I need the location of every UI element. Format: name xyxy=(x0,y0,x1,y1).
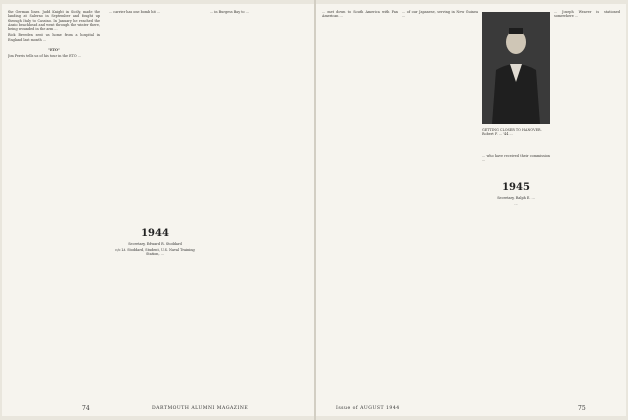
right-folio: 75 xyxy=(578,405,586,412)
left-page xyxy=(2,4,314,416)
left-folio: 74 xyxy=(82,405,90,412)
class-year-1944: 1944 xyxy=(141,228,169,239)
right-column-2 xyxy=(402,10,478,402)
right-runner: Issue of AUGUST 1944 xyxy=(336,406,400,411)
class-address-1944: c/o Lt. Stoddard, Student, U.S. Naval Training Station, ... xyxy=(115,248,195,257)
left-runner: DARTMOUTH ALUMNI MAGAZINE xyxy=(152,406,249,411)
right-col1-text: ... met down to South America with Pan American ... xyxy=(322,10,398,19)
portrait-photo xyxy=(482,12,550,124)
right-page xyxy=(316,4,626,416)
photo-caption: GETTING CLOSER TO HANOVER. Robert F. ... '44 ... xyxy=(482,128,542,137)
eto-heading: "ETO" xyxy=(48,48,60,53)
class-secretary-1944: Secretary, Edward R. Stoddard xyxy=(128,242,182,246)
left-column-2 xyxy=(109,10,201,402)
right-col3-text: ... who have received their commission ... xyxy=(482,154,550,163)
right-column-1 xyxy=(322,10,398,402)
class-secretary-1945: Secretary, Ralph E. ... xyxy=(497,196,535,200)
right-col2-text: ... of our Japanese, serving in New Guinea ... xyxy=(402,10,478,19)
left-paragraph-1: the German lines. Judd Knight in Sicily, made the landing at Salerno in September and fought up through Italy to Cassino. In January he reached the Anzio beachhead and went through the winter there, being wounded in the arm ... xyxy=(8,10,100,32)
class-address-1945: ... xyxy=(514,202,518,206)
left-col3-text: ... in Burgess Bay to ... xyxy=(210,10,249,14)
eto-text: Jim Ferris tells us of his tour in the ETO ... xyxy=(8,54,81,59)
left-column-3 xyxy=(210,10,302,402)
right-col4-text: ... Joseph Weaver is stationed somewhere ... xyxy=(554,10,620,19)
left-col2-text: ... carrier has one bomb hit ... xyxy=(109,10,161,14)
right-column-4 xyxy=(554,10,620,402)
left-column-1 xyxy=(8,10,100,402)
portrait-figure xyxy=(482,12,550,124)
left-paragraph-2: Rick Breeden sent us home from a hospital in England last month ... xyxy=(8,33,100,42)
class-year-1945: 1945 xyxy=(502,182,530,193)
